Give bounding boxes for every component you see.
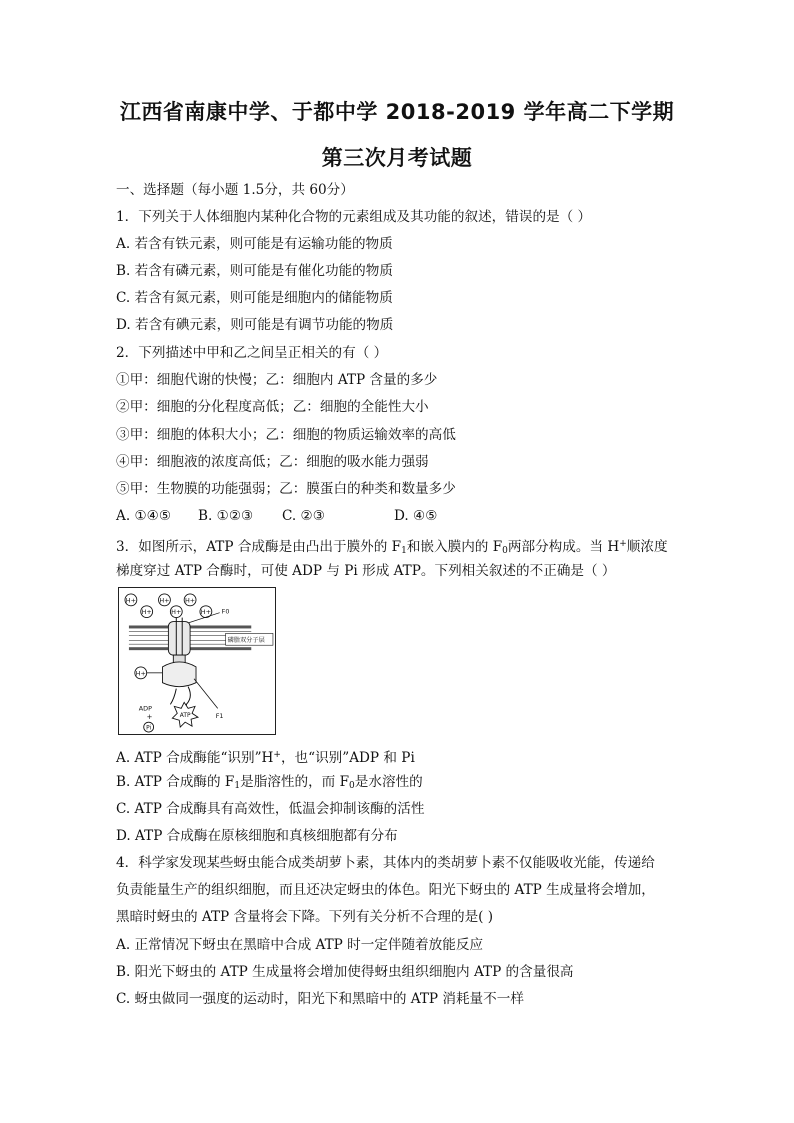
figure-h-ion-6: H+ xyxy=(200,608,211,617)
figure-h-ion-4: H+ xyxy=(171,608,182,617)
figure-h-ion-2: H+ xyxy=(141,608,152,617)
q2-option-b: B. ①②③ xyxy=(198,508,254,524)
figure-atp-label: ATP xyxy=(179,713,191,720)
q3-option-c: C. ATP 合成酶具有高效性，低温会抑制该酶的活性 xyxy=(116,801,425,817)
figure-pi-label: Pi xyxy=(146,725,152,732)
q1-option-c: C. 若含有氮元素，则可能是细胞内的储能物质 xyxy=(116,290,393,306)
q2-statement-3: ③甲：细胞的体积大小；乙：细胞的物质运输效率的高低 xyxy=(116,427,456,443)
figure-f0-label: F0 xyxy=(221,607,230,616)
q4-option-a: A. 正常情况下蚜虫在黑暗中合成 ATP 时一定伴随着放能反应 xyxy=(116,937,484,953)
q4-option-c: C. 蚜虫做同一强度的运动时，阳光下和黑暗中的 ATP 消耗量不一样 xyxy=(116,991,524,1007)
q4-option-b: B. 阳光下蚜虫的 ATP 生成量将会增加使得蚜虫组织细胞内 ATP 的含量很高 xyxy=(116,964,574,980)
q2-options xyxy=(116,506,437,526)
figure-h-ion-3: H+ xyxy=(159,596,170,605)
figure-membrane-label: 磷脂双分子层 xyxy=(227,637,265,645)
figure-adp-label: ADP xyxy=(138,704,152,713)
q2-statement-1: ①甲：细胞代谢的快慢；乙：细胞内 ATP 含量的多少 xyxy=(116,372,438,388)
exam-title-line1: 江西省南康中学、于都中学 2018-2019 学年高二下学期 xyxy=(119,100,675,124)
q3-stem-line1: 3．如图所示，ATP 合成酶是由凸出于膜外的 $F_1$和嵌入膜内的 $F_0$两部分构成。当 H+顺浓度 xyxy=(116,539,668,556)
figure-h-ion-5: H+ xyxy=(185,596,196,605)
q4-stem-line3: 黑暗时蚜虫的 ATP 含量将会下降。下列有关分析不合理的是( ) xyxy=(116,909,494,925)
q3-option-b: B. ATP 合成酶的 $F_1$是脂溶性的，而 $F_0$是水溶性的 xyxy=(116,774,423,791)
q3-option-a: A. ATP 合成酶能“识别”H+，也“识别”ADP 和 Pi xyxy=(116,750,415,766)
exam-title-line2: 第三次月考试题 xyxy=(321,146,473,170)
atp-synthase-figure xyxy=(118,587,276,735)
q3-option-d: D. ATP 合成酶在原核细胞和真核细胞都有分布 xyxy=(116,828,398,844)
section-heading: 一、选择题（每小题 1.5分，共 60分） xyxy=(116,182,354,198)
q1-option-b: B. 若含有磷元素，则可能是有催化功能的物质 xyxy=(116,263,393,279)
figure-plus-sign: + xyxy=(146,713,153,722)
figure-h-ion-inner: H+ xyxy=(135,669,146,678)
q4-stem-line2: 负责能量生产的组织细胞，而且还决定蚜虫的体色。阳光下蚜虫的 ATP 生成量将会增加， xyxy=(116,882,655,898)
q2-statement-5: ⑤甲：生物膜的功能强弱；乙：膜蛋白的种类和数量多少 xyxy=(116,481,456,497)
figure-h-ion-1: H+ xyxy=(125,596,136,605)
q4-stem-line1: 4．科学家发现某些蚜虫能合成类胡萝卜素，其体内的类胡萝卜素不仅能吸收光能，传递给 xyxy=(116,855,655,871)
q2-option-a: A. ①④⑤ xyxy=(116,508,172,524)
q1-option-d: D. 若含有碘元素，则可能是有调节功能的物质 xyxy=(116,317,394,333)
q2-option-c: C. ②③ xyxy=(282,508,325,524)
q1-stem: 1．下列关于人体细胞内某种化合物的元素组成及其功能的叙述，错误的是（ ） xyxy=(116,209,592,225)
q2-statement-4: ④甲：细胞液的浓度高低；乙：细胞的吸水能力强弱 xyxy=(116,454,429,470)
figure-f1-label: F1 xyxy=(215,712,224,721)
q2-stem: 2．下列描述中甲和乙之间呈正相关的有（ ） xyxy=(116,345,388,361)
q1-option-a: A. 若含有铁元素，则可能是有运输功能的物质 xyxy=(116,236,393,252)
q2-option-d: D. ④⑤ xyxy=(394,508,438,524)
q2-statement-2: ②甲：细胞的分化程度高低；乙：细胞的全能性大小 xyxy=(116,399,429,415)
q3-stem-line2: 梯度穿过 ATP 合酶时，可使 ADP 与 Pi 形成 ATP。下列相关叙述的不正确是（ ） xyxy=(116,563,616,579)
